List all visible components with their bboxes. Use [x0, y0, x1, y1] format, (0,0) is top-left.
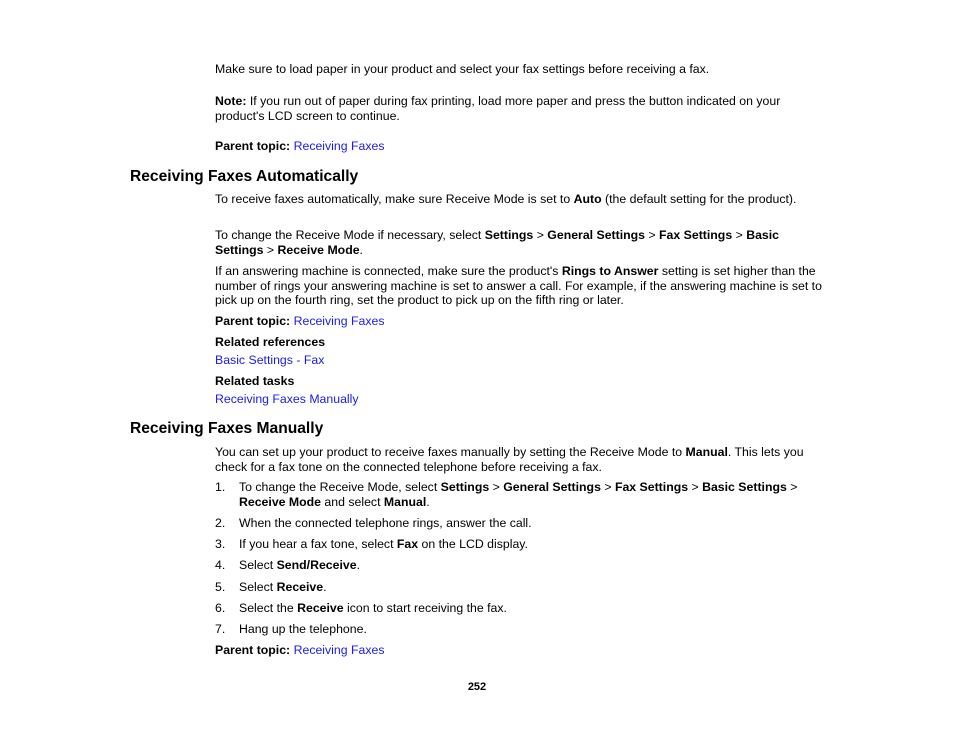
parent-topic-label: Parent topic: [215, 643, 291, 657]
auto-value: Auto [573, 192, 602, 206]
period: . [356, 558, 360, 572]
step-3-text: If you hear a fax tone, select [239, 537, 397, 551]
step-4-text: Select [239, 558, 277, 572]
step-6-end: icon to start receiving the fax. [343, 601, 507, 615]
step-number: 3. [215, 537, 226, 551]
manual-paragraph-1 [215, 445, 825, 474]
step-text [239, 537, 815, 552]
page-number: 252 [467, 681, 487, 693]
step-5-text: Select [239, 580, 277, 594]
separator: > [688, 480, 703, 494]
step-3-end: on the LCD display. [418, 537, 528, 551]
step-item [215, 480, 815, 509]
menu-settings: Settings [484, 228, 534, 242]
manual-p1-text: You can set up your product to receive faxes manually by setting the Receive Mode to [215, 445, 686, 459]
rings-to-answer: Rings to Answer [561, 264, 659, 278]
parent-topic-link[interactable]: Receiving Faxes [293, 314, 385, 328]
separator: > [489, 480, 504, 494]
menu-general-settings: General Settings [547, 228, 646, 242]
related-tasks-text: Related tasks [215, 374, 295, 388]
step-text: When the connected telephone rings, answer the call. [239, 516, 532, 530]
step-number: 1. [215, 480, 226, 494]
menu-fax-settings: Fax Settings [614, 480, 689, 494]
fax-option: Fax [396, 537, 419, 551]
auto-paragraph-1 [215, 192, 825, 207]
step-number: 5. [215, 580, 226, 594]
note-text: If you run out of paper during fax printing, load more paper and press the button indicated on your product's LCD screen to continue. [215, 94, 781, 123]
parent-topic-label: Parent topic: [215, 139, 291, 153]
step-number: 4. [215, 558, 226, 572]
menu-fax-settings: Fax Settings [659, 228, 733, 242]
separator: > [533, 228, 548, 242]
basic-settings-fax-link[interactable]: Basic Settings - Fax [215, 353, 325, 367]
step-item [215, 601, 815, 616]
menu-receive-mode: Receive Mode [239, 494, 322, 509]
step-text [239, 480, 815, 509]
intro-paragraph [215, 62, 825, 77]
step-item [215, 580, 815, 595]
related-references-text: Related references [215, 335, 326, 349]
step-text: Hang up the telephone. [239, 622, 367, 636]
auto-paragraph-3 [215, 264, 825, 308]
step-1-mid: and select [321, 494, 384, 509]
menu-basic-settings: Basic Settings [215, 228, 780, 257]
manual-value: Manual [685, 445, 728, 459]
parent-topic-link[interactable]: Receiving Faxes [293, 643, 385, 657]
separator: > [645, 228, 660, 242]
separator: > [263, 242, 278, 257]
manual-option: Manual [383, 494, 427, 509]
auto-p1-end: (the default setting for the product). [601, 192, 797, 206]
period: . [359, 242, 363, 257]
step-number: 7. [215, 622, 226, 636]
auto-p1-text: To receive faxes automatically, make sure Receive Mode is set to [215, 192, 574, 206]
auto-p3-end: setting is set higher than the number of rings your answering machine is set to answer a call. For example, if the answering machine is set to pick up on the fourth ring, set the product to pick up on the fifth ring or later. [215, 264, 822, 308]
parent-topic-intro [215, 139, 825, 154]
related-tasks-item [215, 392, 825, 407]
separator: > [786, 480, 798, 494]
parent-topic-label: Parent topic: [215, 314, 291, 328]
section-heading-manual: Receiving Faxes Manually [130, 420, 324, 437]
send-receive-option: Send/Receive [276, 558, 357, 572]
step-number: 2. [215, 516, 226, 530]
menu-receive-mode: Receive Mode [277, 242, 360, 257]
parent-topic-manual [215, 643, 825, 658]
receive-icon-label: Receive [297, 601, 344, 615]
step-item [215, 622, 815, 637]
period: . [426, 494, 430, 509]
receiving-faxes-manually-link[interactable]: Receiving Faxes Manually [215, 392, 359, 406]
manual-p1-end: . This lets you check for a fax tone on the connected telephone before receiving a fax. [215, 445, 804, 474]
menu-settings: Settings [440, 480, 490, 494]
separator: > [732, 228, 747, 242]
note-paragraph [215, 94, 825, 123]
parent-topic-auto [215, 314, 825, 329]
auto-p2-text: To change the Receive Mode if necessary, select [215, 228, 485, 242]
step-6-text: Select the [239, 601, 298, 615]
step-number: 6. [215, 601, 226, 615]
related-references-item [215, 353, 825, 368]
step-1-text: To change the Receive Mode, select [239, 480, 441, 494]
period: . [323, 580, 327, 594]
menu-general-settings: General Settings [503, 480, 601, 494]
parent-topic-link[interactable]: Receiving Faxes [293, 139, 385, 153]
section-heading-auto: Receiving Faxes Automatically [130, 168, 359, 185]
step-text [239, 580, 815, 595]
related-references-label [215, 335, 825, 350]
auto-p3-text: If an answering machine is connected, make sure the product's [215, 264, 562, 278]
step-text [239, 601, 815, 616]
separator: > [600, 480, 615, 494]
step-item [215, 537, 815, 552]
step-item [215, 558, 815, 573]
step-text [239, 558, 815, 573]
menu-basic-settings: Basic Settings [702, 480, 787, 494]
receive-option: Receive [276, 580, 324, 594]
auto-paragraph-2 [215, 228, 825, 257]
step-item [215, 516, 815, 531]
note-label: Note: [215, 94, 247, 108]
related-tasks-label [215, 374, 825, 389]
intro-text: Make sure to load paper in your product and select your fax settings before receiving a fax. [215, 62, 710, 76]
